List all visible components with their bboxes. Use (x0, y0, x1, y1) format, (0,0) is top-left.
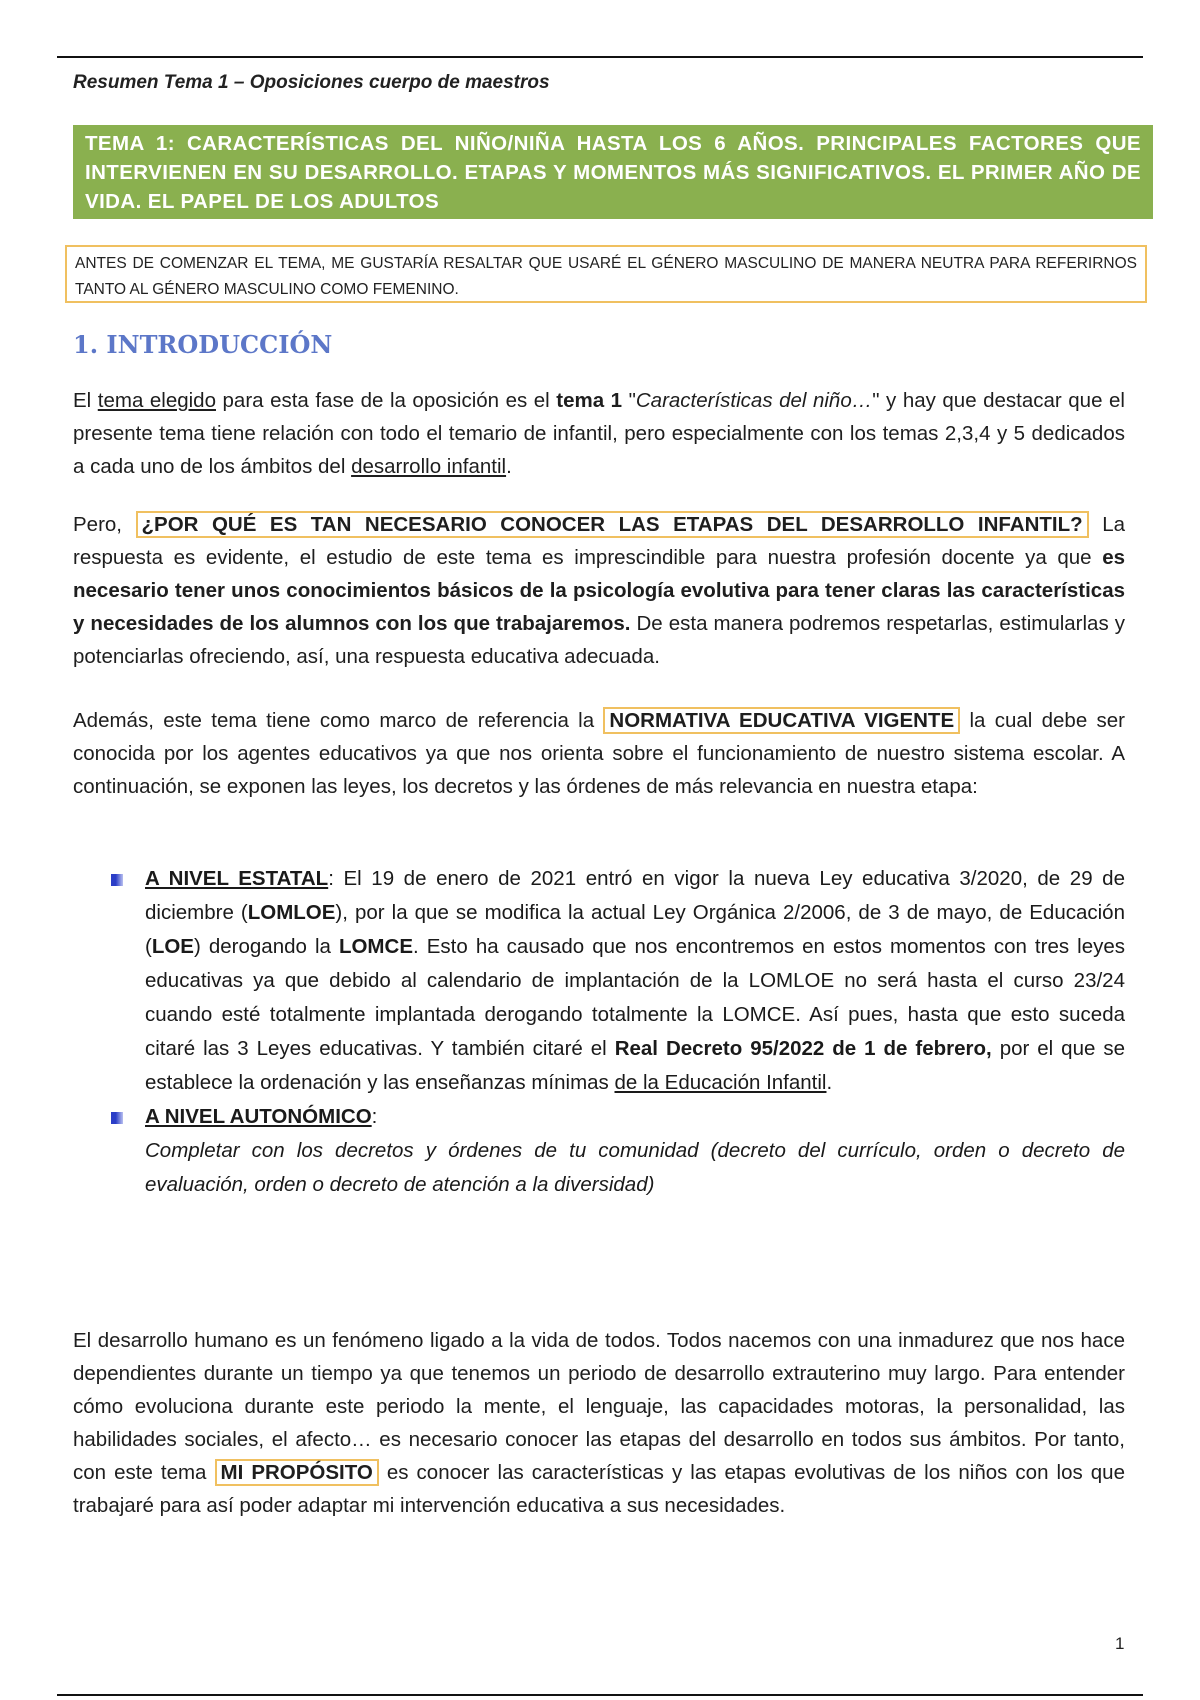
section-title: 1. INTRODUCCIÓN (73, 330, 333, 359)
square-bullet-icon (111, 874, 123, 886)
intro-paragraph-1: El tema elegido para esta fase de la oposición es el tema 1 "Características del niño…" y hay que destacar que el presente tema tiene relación con todo el temario de infantil, pero especialmente con los temas 2,3,4 y 5 dedicados a cada uno de los ámbitos del desarrollo infantil. (73, 389, 1125, 478)
intro-paragraph-4: El desarrollo humano es un fenómeno ligado a la vida de todos. Todos nacemos con una inmadurez que nos hace dependientes durante un tiempo ya que tenemos un periodo de desarrollo extrauterino muy largo. Para entender cómo evoluciona durante este periodo la mente, el lenguaje, las capacidades motoras, la personalidad, las habilidades sociales, el afecto… es necesario conocer las etapas del desarrollo en todos sus ámbitos. Por tanto, con este tema MI PROPÓSITO es conocer las características y las etapas evolutivas de los niños con los que trabajaré para así poder adaptar mi intervención educativa a sus necesidades. (73, 1329, 1125, 1517)
legislation-list (108, 862, 1125, 1202)
footer-rule (57, 1694, 1143, 1696)
proposito-highlight: MI PROPÓSITO (215, 1459, 379, 1486)
topic-title-box: TEMA 1: CARACTERÍSTICAS DEL NIÑO/NIÑA HASTA LOS 6 AÑOS. PRINCIPALES FACTORES QUE INTERVIENEN EN SU DESARROLLO. ETAPAS Y MOMENTOS MÁS SIGNIFICATIVOS. EL PRIMER AÑO DE VIDA. EL PAPEL DE LOS ADULTOS (73, 125, 1153, 219)
intro-paragraph-3: Además, este tema tiene como marco de referencia la NORMATIVA EDUCATIVA VIGENTE la cual debe ser conocida por los agentes educativos ya que nos orienta sobre el funcionamiento de nuestro sistema escolar. A continuación, se exponen las leyes, los decretos y las órdenes de más relevancia en nuestra etapa: (73, 709, 1126, 798)
list-item-autonomico: A NIVEL AUTONÓMICO: Completar con los decretos y órdenes de tu comunidad (decreto del currículo, orden o decreto de evaluación, orden o decreto de atención a la diversidad) (108, 1100, 1125, 1202)
page-number: 1 (1115, 1634, 1125, 1653)
intro-paragraph-2: Pero, ¿POR QUÉ ES TAN NECESARIO CONOCER LAS ETAPAS DEL DESARROLLO INFANTIL? La respuesta es evidente, el estudio de este tema es imprescindible para nuestra profesión docente ya que es necesario tener unos conocimientos básicos de la psicología evolutiva para tener claras las características y necesidades de los alumnos con los que trabajaremos. De esta manera podremos respetarlas, estimularlas y potenciarlas ofreciendo, así, una respuesta educativa adecuada. (73, 513, 1125, 668)
gender-notice-box: ANTES DE COMENZAR EL TEMA, ME GUSTARÍA RESALTAR QUE USARÉ EL GÉNERO MASCULINO DE MANERA NEUTRA PARA REFERIRNOS TANTO AL GÉNERO MASCULINO COMO FEMENINO. (65, 245, 1147, 303)
normativa-highlight: NORMATIVA EDUCATIVA VIGENTE (603, 707, 960, 734)
question-highlight: ¿POR QUÉ ES TAN NECESARIO CONOCER LAS ETAPAS DEL DESARROLLO INFANTIL? (136, 511, 1089, 538)
list-item-estatal: A NIVEL ESTATAL: El 19 de enero de 2021 entró en vigor la nueva Ley educativa 3/2020, de 29 de diciembre (LOMLOE), por la que se modifica la actual Ley Orgánica 2/2006, de 3 de mayo, de Educación (LOE) derogando la LOMCE. Esto ha causado que nos encontremos en estos momentos con tres leyes educativas ya que debido al calendario de implantación de la LOMLOE no será hasta el curso 23/24 cuando esté totalmente implantada derogando totalmente la LOMCE. Así pues, hasta que esto suceda citaré las 3 Leyes educativas. Y también citaré el Real Decreto 95/2022 de 1 de febrero, por el que se establece la ordenación y las enseñanzas mínimas de la Educación Infantil. (108, 862, 1125, 1100)
square-bullet-icon (111, 1112, 123, 1124)
header-rule (57, 56, 1143, 58)
running-header: Resumen Tema 1 – Oposiciones cuerpo de maestros (73, 72, 550, 93)
